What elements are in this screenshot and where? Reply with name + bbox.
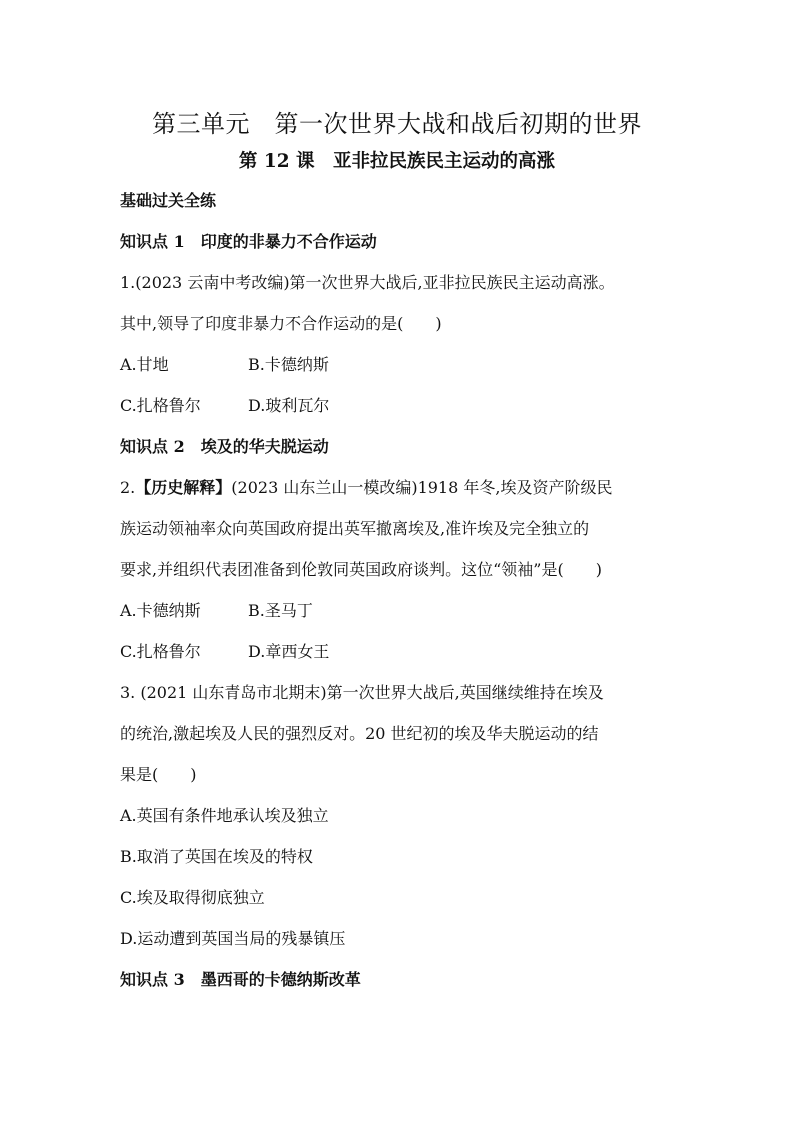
q2-option-d[interactable]: D.章西女王 (248, 642, 330, 661)
unit-title: 第三单元 第一次世界大战和战后初期的世界 (152, 110, 642, 138)
question-2 (120, 471, 680, 676)
q1-options-row-1 (120, 348, 680, 389)
q3-option-a[interactable]: A.英国有条件地承认埃及独立 (120, 806, 329, 825)
q1-line-2: 其中,领导了印度非暴力不合作运动的是( ) (120, 314, 442, 333)
q2-line-3: 要求,并组织代表团准备到伦敦同英国政府谈判。这位“领袖”是( ) (120, 560, 602, 579)
knowledge-point-2: 知识点 2 埃及的华夫脱运动 (120, 437, 329, 456)
q2-option-c[interactable]: C.扎格鲁尔 (120, 642, 201, 661)
q1-option-b[interactable]: B.卡德纳斯 (248, 355, 329, 374)
q2-line-1 (120, 471, 680, 512)
q2-tag: 【历史解释】 (135, 478, 232, 497)
q3-option-b[interactable]: B.取消了英国在埃及的特权 (120, 847, 313, 866)
q1-line-1: 1.(2023 云南中考改编)第一次世界大战后,亚非拉民族民主运动高涨。 (120, 273, 615, 292)
q2-number: 2. (120, 478, 136, 497)
q2-line-1-text: (2023 山东兰山一模改编)1918 年冬,埃及资产阶级民 (231, 478, 613, 497)
q2-options-row-1 (120, 594, 680, 635)
q1-option-c[interactable]: C.扎格鲁尔 (120, 396, 201, 415)
practice-title: 基础过关全练 (120, 191, 217, 210)
lesson-title: 第 12 课 亚非拉民族民主运动的高涨 (238, 151, 556, 172)
question-3 (120, 676, 680, 963)
q2-line-2: 族运动领袖率众向英国政府提出英军撤离埃及,准许埃及完全独立的 (120, 519, 590, 538)
q3-option-d[interactable]: D.运动遭到英国当局的残暴镇压 (120, 929, 346, 948)
knowledge-point-1: 知识点 1 印度的非暴力不合作运动 (120, 232, 377, 251)
q3-line-1: 3. (2021 山东青岛市北期末)第一次世界大战后,英国继续维持在埃及 (120, 683, 604, 702)
q3-line-2: 的统治,激起埃及人民的强烈反对。20 世纪初的埃及华夫脱运动的结 (120, 724, 599, 743)
knowledge-point-3: 知识点 3 墨西哥的卡德纳斯改革 (120, 970, 361, 989)
question-1 (120, 266, 680, 430)
q2-options-row-2 (120, 635, 680, 676)
q1-option-a[interactable]: A.甘地 (120, 355, 169, 374)
q2-option-a[interactable]: A.卡德纳斯 (120, 601, 201, 620)
q2-option-b[interactable]: B.圣马丁 (248, 601, 313, 620)
q1-option-d[interactable]: D.玻利瓦尔 (248, 396, 330, 415)
q3-line-3: 果是( ) (120, 765, 197, 784)
q1-options-row-2 (120, 389, 680, 430)
q3-option-c[interactable]: C.埃及取得彻底独立 (120, 888, 265, 907)
content (120, 184, 680, 1004)
